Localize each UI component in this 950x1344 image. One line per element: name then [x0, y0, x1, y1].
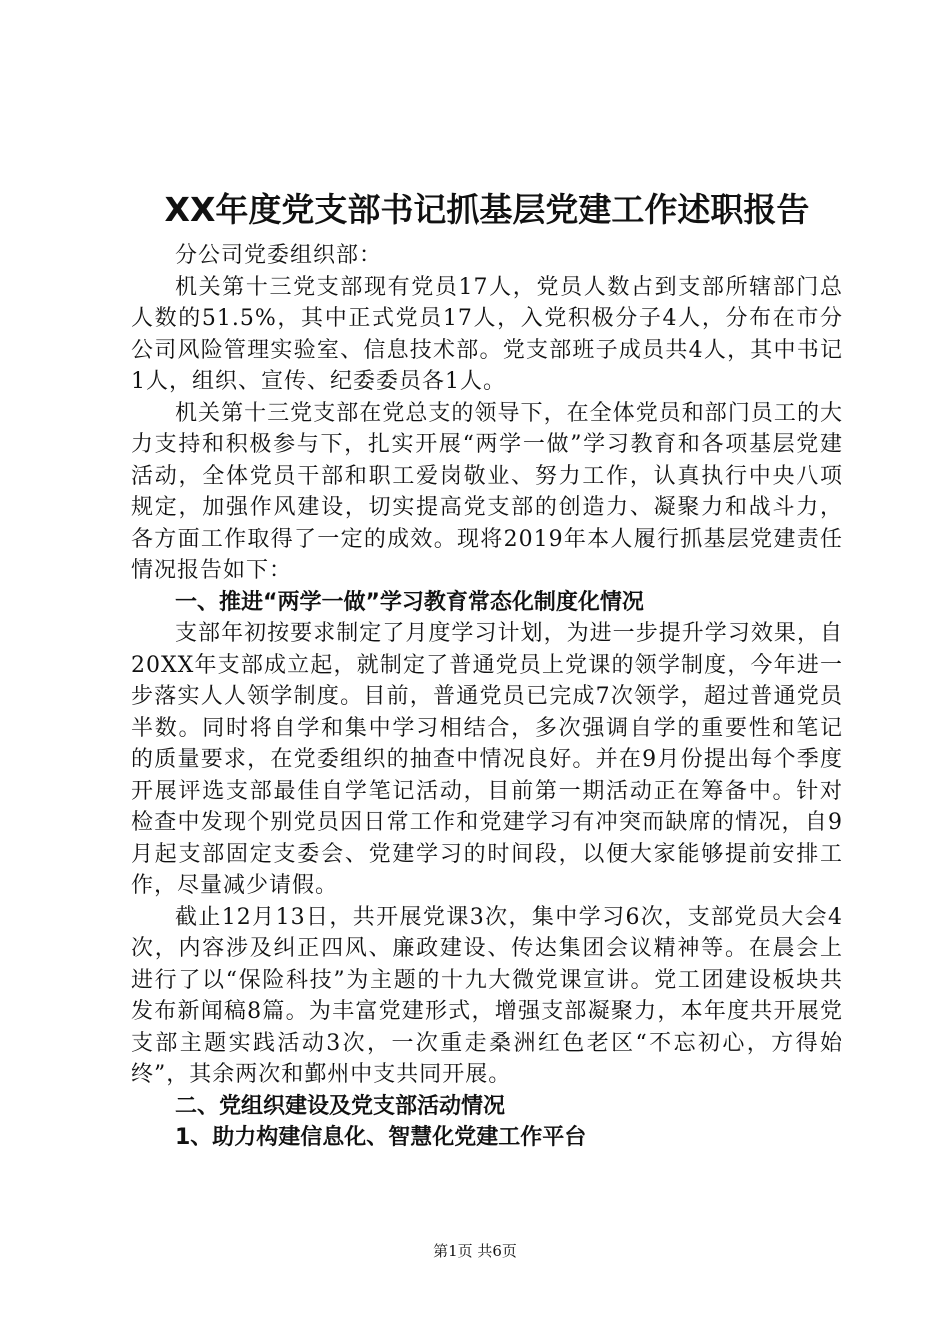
- document-body: [131, 180, 843, 1154]
- paragraph-overview: 机关第十三党支部在党总支的领导下，在全体党员和部门员工的大力支持和积极参与下，扎实开展“两学一做”学习教育和各项基层党建活动，全体党员干部和职工爱岗敬业、努力工作，认真执行中央八项规定，加强作风建设，切实提高党支部的创造力、凝聚力和战斗力，各方面工作取得了一定的成效。现将2019年本人履行抓基层党建责任情况报告如下：: [131, 400, 843, 583]
- paragraph-activities: 截止12月13日，共开展党课3次，集中学习6次，支部党员大会4次，内容涉及纠正四风、廉政建设、传达集团会议精神等。在晨会上进行了以“保险科技”为主题的十九大微党课宣讲。党工团建设板块共发布新闻稿8篇。为丰富党建形式，增强支部凝聚力，本年度共开展党支部主题实践活动3次，一次重走桑洲红色老区“不忘初心，方得始终”，其余两次和鄞州中支共同开展。: [131, 904, 843, 1087]
- paragraph-membership: 机关第十三党支部现有党员17人，党员人数占到支部所辖部门总人数的51.5%，其中正式党员17人，入党积极分子4人，分布在市分公司风险管理实验室、信息技术部。党支部班子成员共4人，其中书记1人，组织、宣传、纪委委员各1人。: [131, 274, 843, 394]
- page-footer: 第1页 共6页: [433, 1242, 517, 1260]
- section-heading-1: 一、推进“两学一做”学习教育常态化制度化情况: [175, 589, 644, 615]
- paragraph-study-plan: 支部年初按要求制定了月度学习计划，为进一步提升学习效果，自20XX年支部成立起，就制定了普通党员上党课的领学制度，今年进一步落实人人领学制度。目前，普通党员已完成7次领学，超过普通党员半数。同时将自学和集中学习相结合，多次强调自学的重要性和笔记的质量要求，在党委组织的抽查中情况良好。并在9月份提出每个季度开展评选支部最佳自学笔记活动，目前第一期活动正在筹备中。针对检查中发现个别党员因日常工作和党建学习有冲突而缺席的情况，自9月起支部固定支委会、党建学习的时间段，以便大家能够提前安排工作，尽量减少请假。: [131, 621, 843, 898]
- section-heading-2: 二、党组织建设及党支部活动情况: [175, 1093, 506, 1119]
- document-title: XX年度党支部书记抓基层党建工作述职报告: [164, 190, 810, 229]
- subsection-heading-1: 1、助力构建信息化、智慧化党建工作平台: [175, 1125, 587, 1150]
- salutation: 分公司党委组织部：: [175, 243, 383, 268]
